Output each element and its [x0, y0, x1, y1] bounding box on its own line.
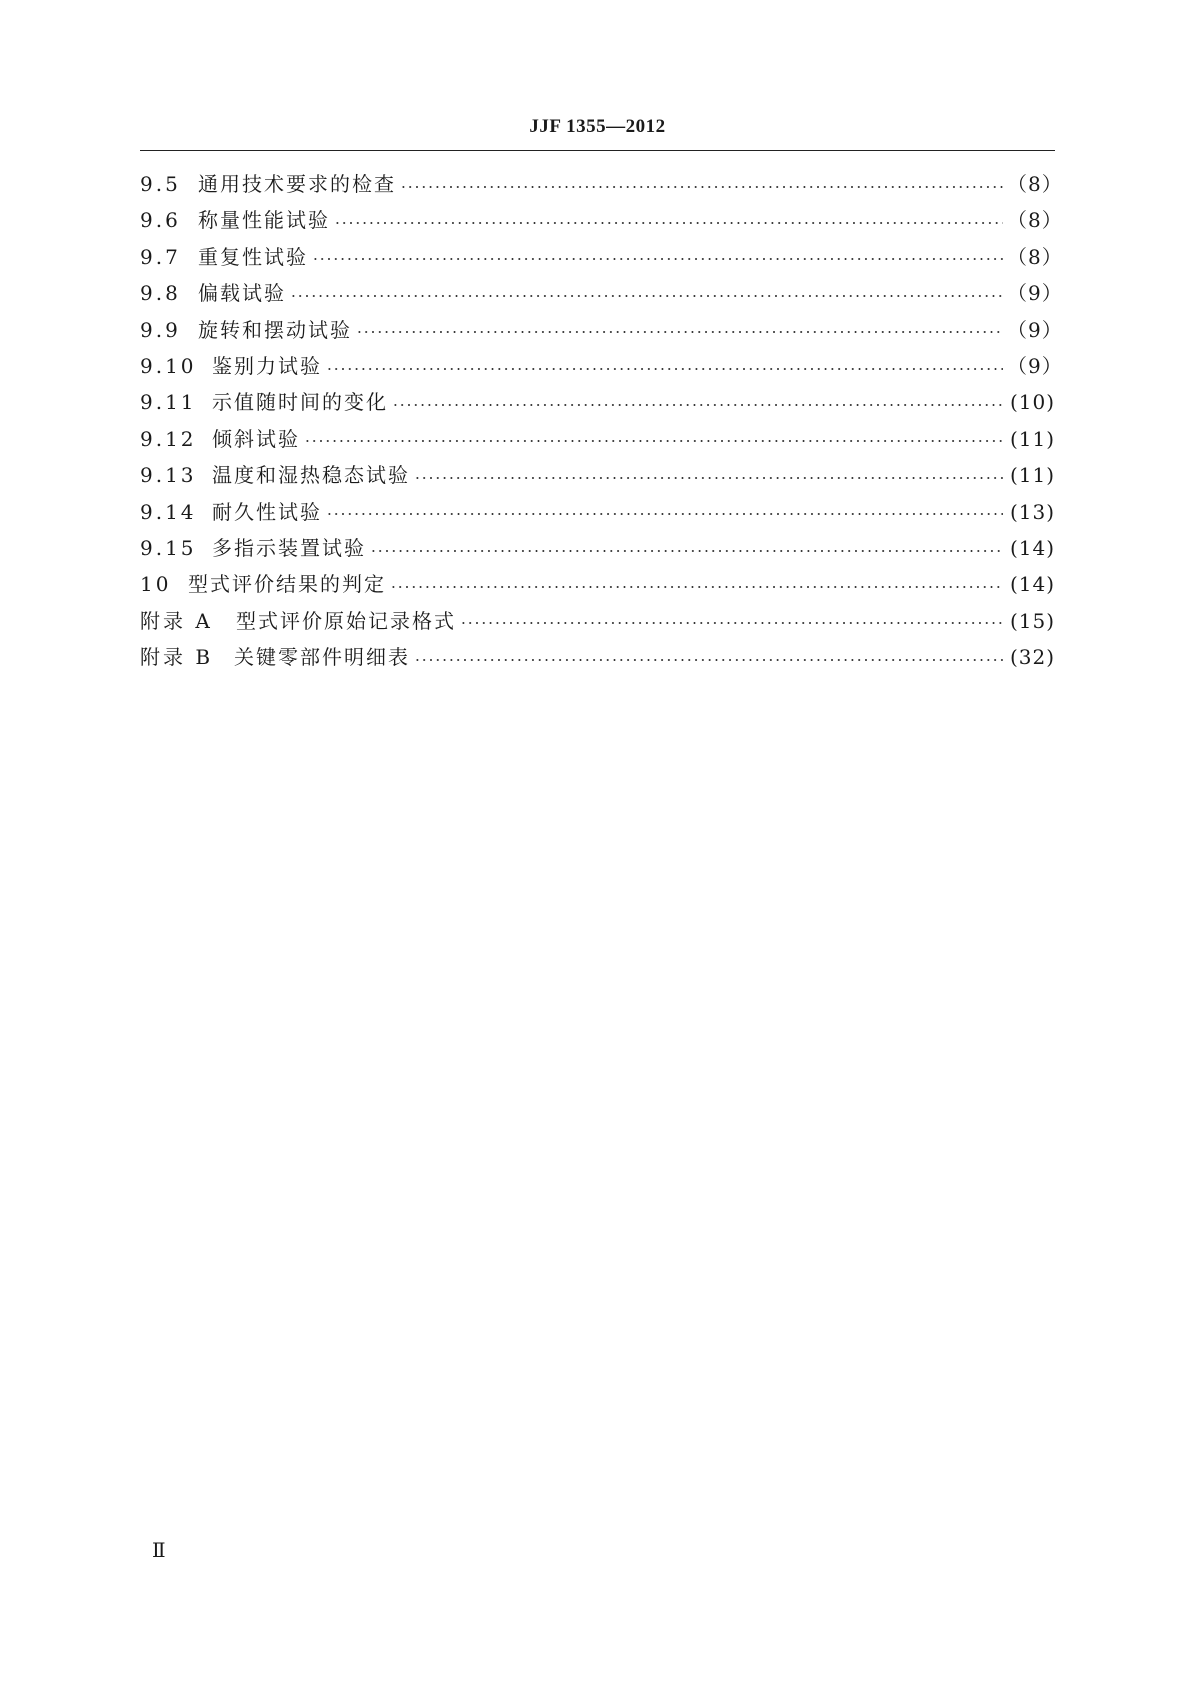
toc-entry-number: 9.7	[140, 244, 181, 269]
toc-entry[interactable]	[140, 568, 1055, 604]
toc-entry[interactable]	[140, 350, 1063, 386]
toc-entry-title: 旋转和摆动试验	[198, 317, 352, 342]
table-of-contents	[140, 168, 1063, 677]
toc-entry-number: 9.10	[140, 353, 197, 378]
toc-entry[interactable]	[140, 314, 1063, 350]
toc-entry-page: （8）	[1007, 208, 1063, 233]
toc-dot-leader	[356, 317, 1003, 337]
toc-entry-number: 附录 B	[140, 645, 214, 670]
toc-dot-leader	[312, 244, 1003, 264]
toc-entry-number: 9.15	[140, 535, 197, 560]
toc-entry[interactable]	[140, 641, 1055, 677]
header-divider	[140, 150, 1055, 151]
toc-entry-number: 9.11	[140, 390, 197, 415]
toc-entry-page: (14)	[1009, 572, 1055, 597]
toc-dot-leader	[390, 571, 1003, 591]
toc-entry-page: （8）	[1007, 172, 1063, 196]
toc-entry-page: (32)	[1009, 645, 1055, 670]
toc-entry[interactable]	[140, 204, 1063, 240]
toc-entry-title: 偏载试验	[198, 281, 286, 306]
toc-entry[interactable]	[140, 168, 1063, 204]
toc-dot-leader	[326, 353, 1003, 373]
toc-entry-page: （9）	[1007, 281, 1063, 306]
toc-dot-leader	[290, 280, 1003, 300]
toc-entry-title: 通用技术要求的检查	[198, 172, 396, 196]
toc-entry[interactable]	[140, 496, 1055, 532]
toc-entry-page: （9）	[1007, 317, 1063, 342]
page-number: Ⅱ	[152, 1540, 166, 1562]
toc-entry-title: 多指示装置试验	[212, 535, 366, 560]
toc-entry-title: 温度和湿热稳态试验	[212, 463, 410, 488]
toc-entry[interactable]	[140, 241, 1063, 277]
toc-entry-page: (15)	[1009, 608, 1055, 633]
toc-dot-leader	[334, 207, 1003, 227]
document-code-header: JJF 1355—2012	[529, 116, 666, 137]
toc-entry-title: 型式评价原始记录格式	[236, 608, 456, 633]
toc-entry-title: 鉴别力试验	[212, 353, 322, 378]
toc-entry-title: 重复性试验	[198, 244, 308, 269]
toc-entry-number: 9.13	[140, 463, 197, 488]
toc-entry-title: 关键零部件明细表	[234, 645, 410, 670]
toc-entry[interactable]	[140, 459, 1055, 495]
toc-entry-title: 称量性能试验	[198, 208, 330, 233]
toc-entry-page: (10)	[1009, 390, 1055, 415]
toc-entry-page: (11)	[1009, 426, 1055, 451]
toc-dot-leader	[304, 426, 1003, 446]
toc-entry-page: (11)	[1009, 463, 1055, 488]
toc-entry[interactable]	[140, 605, 1055, 641]
toc-entry-title: 耐久性试验	[212, 499, 322, 524]
toc-entry-title: 示值随时间的变化	[212, 390, 388, 415]
toc-entry-number: 9.14	[140, 499, 197, 524]
toc-dot-leader	[414, 644, 1003, 664]
toc-entry-number: 9.6	[140, 208, 181, 233]
toc-entry[interactable]	[140, 532, 1055, 568]
toc-entry-number: 附录 A	[140, 608, 213, 633]
toc-entry-number: 9.5	[140, 172, 181, 196]
toc-entry-page: （9）	[1007, 353, 1063, 378]
toc-entry-number: 9.9	[140, 317, 181, 342]
toc-entry-number: 9.12	[140, 426, 197, 451]
toc-dot-leader	[400, 171, 1003, 191]
toc-entry-page: （8）	[1007, 244, 1063, 269]
toc-entry[interactable]	[140, 386, 1055, 422]
toc-entry-title: 倾斜试验	[212, 426, 300, 451]
toc-entry-number: 10	[140, 572, 172, 597]
toc-entry-number: 9.8	[140, 281, 181, 306]
toc-dot-leader	[414, 462, 1003, 482]
toc-dot-leader	[460, 608, 1003, 628]
toc-entry[interactable]	[140, 277, 1063, 313]
toc-dot-leader	[326, 499, 1003, 519]
toc-entry-title: 型式评价结果的判定	[188, 572, 386, 597]
toc-entry[interactable]	[140, 423, 1055, 459]
toc-entry-page: (13)	[1009, 499, 1055, 524]
toc-entry-page: (14)	[1009, 535, 1055, 560]
toc-dot-leader	[392, 389, 1003, 409]
toc-dot-leader	[370, 535, 1003, 555]
